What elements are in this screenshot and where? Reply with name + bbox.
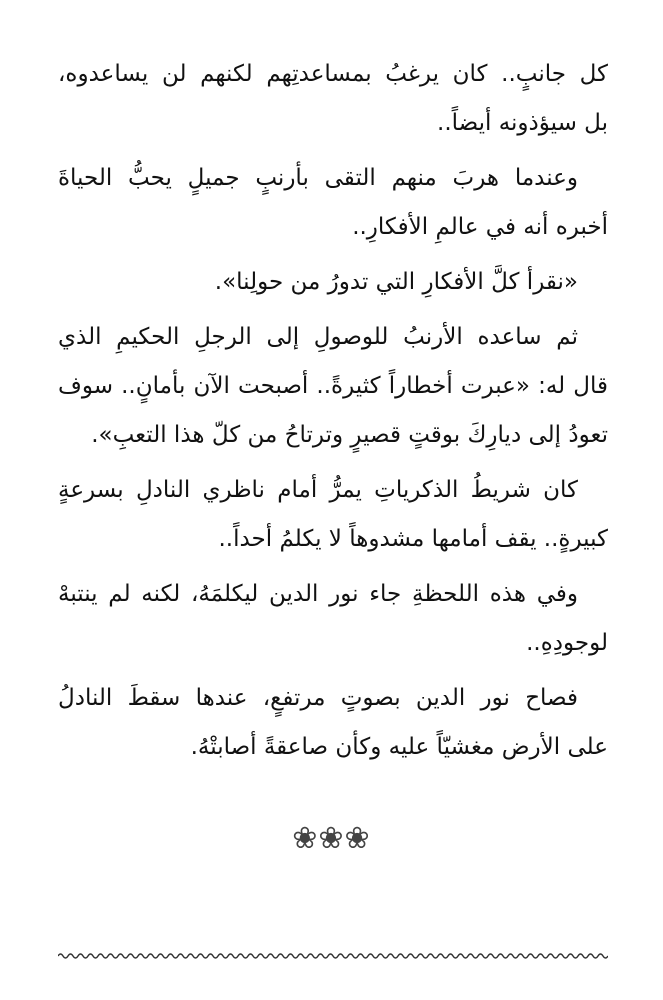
text-line: تعودُ إلى ديارِكَ بوقتٍ قصيرٍ وترتاحُ من كلّ هذا التعبِ». (91, 422, 608, 448)
text-line: كل جانبٍ.. كان يرغبُ بمساعدتِهم لكنهم لن يساعدوه، (58, 61, 608, 87)
text-line: وعندما هربَ منهم التقى بأرنبٍ جميلٍ يحبُّ الحياةَ (58, 165, 578, 191)
text-line: أخبره أنه في عالمِ الأفكارِ.. (352, 214, 608, 240)
text-line: لوجودِهِ.. (526, 630, 608, 656)
text-line: ثم ساعده الأرنبُ للوصولِ إلى الرجلِ الحكيمِ الذي (58, 324, 578, 350)
text-line: وفي هذه اللحظةِ جاء نور الدين ليكلمَهُ، لكنه لم ينتبهْ (58, 581, 578, 607)
body-text (58, 50, 608, 772)
text-line: على الأرض مغشيّاً عليه وكأن صاعقةً أصابتْهُ. (190, 734, 608, 760)
wavy-divider (58, 950, 608, 962)
text-line: «نقرأ كلَّ الأفكارِ التي تدورُ من حولِنا». (214, 269, 578, 295)
text-line: قال له: «عبرت أخطاراً كثيرةً.. أصبحت الآن بأمانٍ.. سوف (58, 373, 608, 399)
flower-ornament-icon: ❀❀❀ (292, 821, 371, 856)
text-line: فصاح نور الدين بصوتٍ مرتفعٍ، عندها سقطَ النادلُ (58, 685, 578, 711)
text-line: بل سيؤذونه أيضاً.. (437, 110, 608, 136)
text-line: كان شريطُ الذكرياتِ يمرُّ أمام ناظري النادلِ بسرعةٍ (58, 477, 578, 503)
text-line: كبيرةٍ.. يقف أمامها مشدوهاً لا يكلمُ أحداً.. (218, 526, 608, 552)
